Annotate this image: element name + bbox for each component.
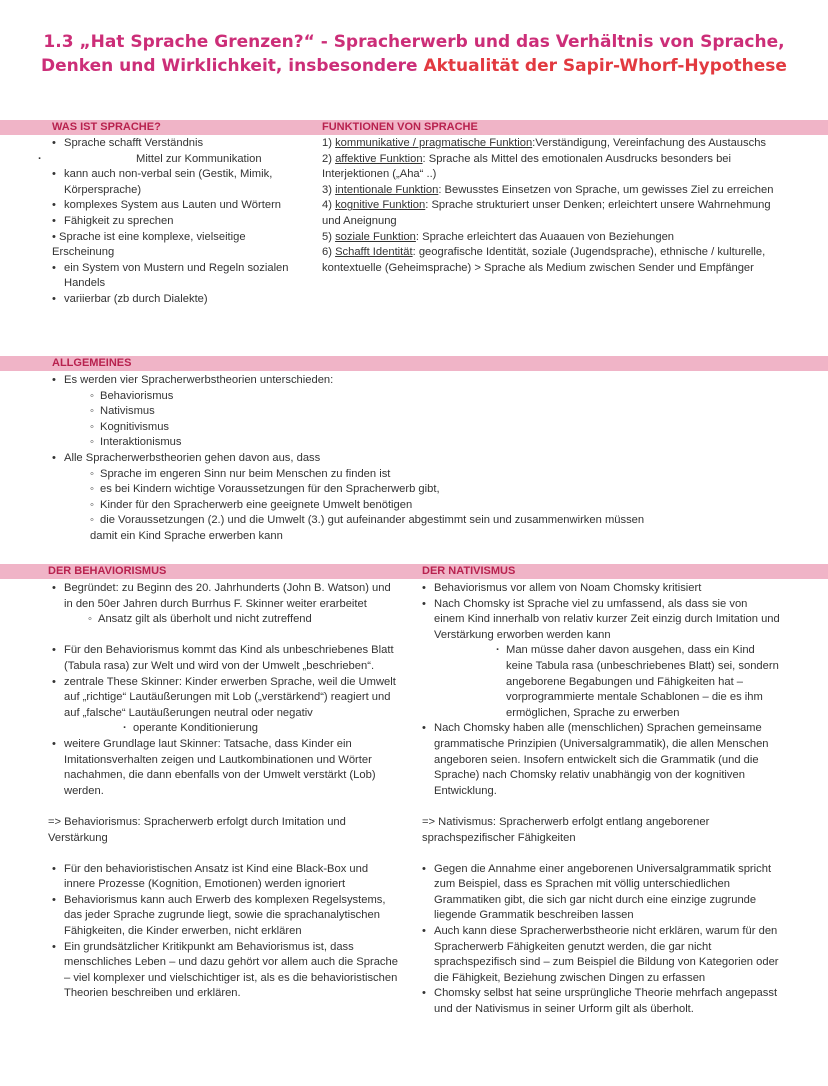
function-item: 3) intentionale Funktion: Bewusstes Einsetzen von Sprache, um gewisses Ziel zu erreichen xyxy=(322,183,774,196)
list-item: • Sprache ist eine komplexe, vielseitige Erscheinung xyxy=(52,230,246,259)
behaviorismus-heading: DER BEHAVIORISMUS xyxy=(48,565,167,577)
list-item: • weitere Grundlage laut Skinner: Tatsache, dass Kinder ein Imitationsverhalten zeigen und Lautkombinationen und Wörter nachahmen, die dann ebenfalls von der Umwelt verstärkt (Lob) werden. xyxy=(48,737,398,799)
list-item: • kann auch non-verbal sein (Gestik, Mimik, Körpersprache) xyxy=(48,167,298,198)
behaviorismus-list xyxy=(48,581,398,1002)
was-ist-sprache-list xyxy=(48,136,298,308)
title-part-3: Denken und Wirklichkeit, insbesondere xyxy=(41,56,424,76)
list-item: • Es werden vier Spracherwerbstheorien unterschieden: xyxy=(48,373,768,389)
list-subitem: ◦ die Voraussetzungen (2.) und die Umwelt (3.) gut aufeinander abgestimmt sein und zusammenwirken müssen xyxy=(100,513,768,529)
nativismus-heading: DER NATIVISMUS xyxy=(422,565,516,577)
title-part-4: Aktualität der Sapir-Whorf-Hypothese xyxy=(423,56,787,76)
list-subitem: · Mittel zur Kommunikation xyxy=(48,152,298,168)
list-subitem: · Man müsse daher davon ausgehen, dass ein Kind keine Tabula rasa (unbeschriebenes Blatt) sei, sondern angeborene Begabungen und Fähigkeiten hat – vorprogrammierte mentale Schablonen – die es ihm ermöglichen, Sprache zu erwerben xyxy=(506,643,780,721)
list-subitem-continued: damit ein Kind Sprache erwerben kann xyxy=(90,529,283,542)
behaviorismus-summary: => Behaviorismus: Spracherwerb erfolgt durch Imitation und Verstärkung xyxy=(48,815,346,844)
list-item: • Fähigkeit zu sprechen xyxy=(48,214,298,230)
function-item: 6) Schafft Identität: geografische Identität, soziale (Jugendsprache), ethnische / kulturelle, kontextuelle (Geheimsprache) > Sprache als Medium zwischen Sender und Empfänger xyxy=(322,246,766,274)
list-subitem: ◦ Interaktionismus xyxy=(100,435,768,451)
list-subitem: ◦ Nativismus xyxy=(100,404,768,420)
allgemeines-list xyxy=(48,373,768,545)
list-subitem: ◦ Sprache im engeren Sinn nur beim Menschen zu finden ist xyxy=(100,467,768,483)
list-subitem: · operante Konditionierung xyxy=(133,721,398,737)
function-item: 1) kommunikative / pragmatische Funktion:Verständigung, Vereinfachung des Austauschs xyxy=(322,137,767,149)
function-item: 5) soziale Funktion: Sprache erleichtert das Auaauen von Beziehungen xyxy=(322,230,675,243)
was-ist-sprache-heading: WAS IST SPRACHE? xyxy=(52,121,161,133)
list-subitem: ◦ Kinder für den Spracherwerb eine geeignete Umwelt benötigen xyxy=(100,498,768,514)
function-item: 4) kognitive Funktion: Sprache strukturiert unser Denken; erleichtert unsere Wahrnehmung und Aneignung xyxy=(322,199,771,227)
list-item: • Behaviorismus vor allem von Noam Chomsky kritisiert xyxy=(418,581,780,597)
title-part-2: Spracherwerb und das Verhältnis von Sprache, xyxy=(333,32,785,52)
list-item: • Nach Chomsky haben alle (menschlichen) Sprachen gemeinsame grammatische Prinzipien (Universalgrammatik), die allen Menschen angeboren seien. Insofern entwickelt sich die Grammatik (und die Sprache) nach Chomsky relativ unabhängig von der kognitiven Entwicklung. xyxy=(418,721,780,799)
list-item: • Ein grundsätzlicher Kritikpunkt am Behaviorismus ist, dass menschliches Leben – und dazu gehört vor allem auch die Sprache – viel komplexer und vielschichtiger ist, als es die behavioristischen Theorien beschreiben und erklären. xyxy=(48,940,398,1002)
list-subitem: ◦ Ansatz gilt als überholt und nicht zutreffend xyxy=(98,612,398,628)
list-item: • Gegen die Annahme einer angeborenen Universalgrammatik spricht zum Beispiel, dass es Sprachen mit völlig unterschiedlichen Grammatiken gibt, die sich gar nicht durch eine einzige zugrunde liegende Grammatik beschreiben lassen xyxy=(418,862,780,924)
list-subitem: ◦ Behaviorismus xyxy=(100,389,768,405)
list-item: • komplexes System aus Lauten und Wörtern xyxy=(48,198,298,214)
list-item: • Für den Behaviorismus kommt das Kind als unbeschriebenes Blatt (Tabula rasa) zur Welt und wird von der Umwelt „beschrieben“. xyxy=(48,643,398,674)
list-item: • Begründet: zu Beginn des 20. Jahrhunderts (John B. Watson) und in den 50er Jahren durch Burrhus F. Skinner weiter erarbeitet xyxy=(48,581,398,612)
list-item: • Alle Spracherwerbstheorien gehen davon aus, dass xyxy=(48,451,768,467)
list-item: • Auch kann diese Spracherwerbstheorie nicht erklären, warum für den Spracherwerb Fähigkeiten genutzt werden, die gar nicht sprachspezifisch sind – zum Beispiel die Bildung von Kategorien oder die Fähigkeit, Beziehung zwischen Dingen zu erfassen xyxy=(418,924,780,986)
list-subitem: ◦ es bei Kindern wichtige Voraussetzungen für den Spracherwerb gibt, xyxy=(100,482,768,498)
list-subitem: ◦ Kognitivismus xyxy=(100,420,768,436)
allgemeines-heading: ALLGEMEINES xyxy=(52,357,132,369)
list-item: • Nach Chomsky ist Sprache viel zu umfassend, als dass sie von einem Kind innerhalb von relativ kurzer Zeit einzig durch Imitation und Verstärkung erworben werden kann xyxy=(418,597,780,644)
list-item: • Für den behavioristischen Ansatz ist Kind eine Black-Box und innere Prozesse (Kognition, Emotionen) werden ignoriert xyxy=(48,862,398,893)
list-item: • variierbar (zb durch Dialekte) xyxy=(48,292,298,308)
funktionen-list xyxy=(322,136,774,276)
nativismus-list xyxy=(418,581,780,1018)
funktionen-heading: FUNKTIONEN VON SPRACHE xyxy=(322,121,478,133)
list-item: • ein System von Mustern und Regeln sozialen Handels xyxy=(48,261,298,292)
list-item: • Behaviorismus kann auch Erwerb des komplexen Regelsystems, das jeder Sprache zugrunde liegt, sowie die sprachanalytischen Fähigkeiten, die Kinder erwerben, nicht erklären xyxy=(48,893,398,940)
list-item: • zentrale These Skinner: Kinder erwerben Sprache, weil die Umwelt auf „richtige“ Lautäußerungen mit Lob („verstärkend“) reagiert und auf „falsche“ Lautäußerungen neutral oder negativ xyxy=(48,675,398,722)
nativismus-summary: => Nativismus: Spracherwerb erfolgt entlang angeborener sprachspezifischer Fähigkeiten xyxy=(422,815,710,844)
list-item: • Chomsky selbst hat seine ursprüngliche Theorie mehrfach angepasst und der Nativismus in seiner Urform gilt als überholt. xyxy=(418,986,780,1017)
function-item: 2) affektive Funktion: Sprache als Mittel des emotionalen Ausdrucks besonders bei Interjektionen („Aha“ ..) xyxy=(322,152,731,181)
page-title xyxy=(0,30,828,78)
title-part-1: 1.3 „Hat Sprache Grenzen?“ - xyxy=(43,32,334,52)
list-item: • Sprache schafft Verständnis xyxy=(48,136,298,152)
